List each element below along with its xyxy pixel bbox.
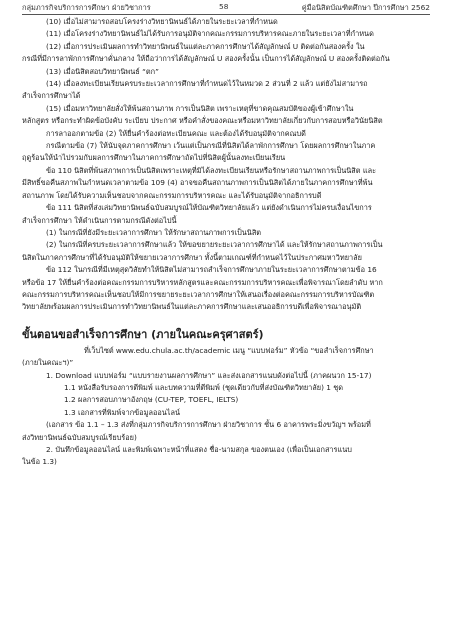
- paragraph-line: สถานภาพ โดยได้รับความเห็นชอบจากคณะกรรมการบริหารคณะ และได้รับอนุมัติจากอธิการบดี: [22, 190, 322, 200]
- step-line: 2. บันทึกข้อมูลออนไลน์ และพิมพ์เฉพาะหน้าที่แสดง ชื่อ-นามสกุล ของตนเอง (เพื่อเป็นเอกสารแนบ: [46, 445, 352, 454]
- paragraph-line: (15) เมื่อมหาวิทยาลัยสั่งให้พ้นสถานภาพ การเป็นนิสิต เพราะเหตุที่ขาดคุณสมบัติของผู้เข้าศึกษาใน: [46, 103, 354, 113]
- paragraph-line: (14) เมื่อลงทะเบียนเรียนครบระยะเวลาการศึกษาที่กำหนดไว้ในหมวด 2 ส่วนที่ 2 แล้ว แต่ยังไม่สามารถ: [46, 79, 368, 89]
- step-line: 1. Download แบบฟอร์ม “แบบรายงานผลการศึกษา” และส่งเอกสารแนบดังต่อไปนี้ (ภาคผนวก 15-17): [46, 370, 372, 380]
- paragraph-line: นิสิตในภาคการศึกษาที่ได้รับอนุมัติให้ขยายเวลาการศึกษา ทั้งนี้ตามเกณฑ์ที่กำหนดไว้ในประกาศมหาวิทยาลัย: [22, 252, 362, 262]
- paragraph-line: (12) เมื่อการประเมินผลการทำวิทยานิพนธ์ในแต่ละภาคการศึกษาได้สัญลักษณ์ U ติดต่อกันสองครั้ง ใน: [46, 41, 365, 51]
- section-heading: ขั้นตอนขอสำเร็จการศึกษา (ภายในคณะครุศาสตร์): [22, 327, 264, 341]
- paragraph-line: กรณีตามข้อ (7) ให้นับจุดภาคการศึกษา เว้นแต่เป็นกรณีที่นิสิตได้ลาพักการศึกษา โดยผลการศึกษาในภาค: [46, 141, 376, 151]
- step-line: 1.3 เอกสารที่พิมพ์จากข้อมูลออนไลน์: [64, 407, 180, 417]
- step-line: (ภายในคณะฯ)”: [22, 358, 74, 368]
- step-line: ในข้อ 1.3): [22, 457, 57, 467]
- paragraph-line: สำเร็จการศึกษาได้: [22, 91, 81, 101]
- paragraph-line: (2) ในกรณีที่ครบระยะเวลาการศึกษาแล้ว ให้ขอขยายระยะเวลาการศึกษาได้ และให้รักษาสถานภาพการเป็น: [46, 240, 383, 250]
- paragraph-line: หรือข้อ 17 ให้ยื่นคำร้องต่อคณะกรรมการบริหารหลักสูตรและคณะกรรมการบริหารคณะเพื่อพิจารณาโดยลำดับ หาก: [22, 277, 383, 287]
- procedure-steps: [22, 345, 430, 469]
- step-line: 1.2 ผลการสอบภาษาอังกฤษ (CU-TEP, TOEFL, IELTS): [64, 395, 239, 405]
- paragraph-line: สำเร็จการศึกษา ให้ดำเนินการตามกรณีดังต่อไปนี้: [22, 215, 177, 225]
- document-body: [22, 16, 430, 469]
- page-number: 58: [219, 2, 229, 11]
- paragraph-line: กรณีที่มีการลาพักการศึกษาคั่นกลาง ให้ถือว่าการได้สัญลักษณ์ U สองครั้งนั้น เป็นการได้สัญลักษณ์ U สองครั้งติดต่อกัน: [22, 54, 390, 64]
- paragraph-line: ข้อ 110 นิสิตที่พ้นสภาพการเป็นนิสิตเพราะเหตุที่มิได้ลงทะเบียนเรียนหรือรักษาสถานภาพการเป็นนิสิต และ: [46, 165, 377, 175]
- paragraph-line: มีสิทธิ์ขอคืนสภาพในกำหนดเวลาตามข้อ 109 (4) อาจขอคืนสถานภาพการเป็นนิสิตได้ภายในภาคการศึกษาที่พ้น: [22, 178, 373, 188]
- paragraph-line: คณะกรรมการบริหารคณะเห็นชอบให้มีการขยายระยะเวลาการศึกษาให้เสนอเรื่องต่อคณะกรรมการบริหารบัณฑิต: [22, 289, 375, 299]
- paragraph-line: ข้อ 112 ในกรณีที่มีเหตุสุดวิสัยทำให้นิสิตไม่สามารถสำเร็จการศึกษาภายในระยะเวลาการศึกษาตามข้อ 16: [46, 265, 377, 275]
- header-rule: [22, 14, 430, 15]
- step-line: (เอกสาร ข้อ 1.1 – 1.3 ส่งที่กลุ่มภารกิจบริการการศึกษา ฝ่ายวิชาการ ชั้น 6 อาคารพระมิ่งขวัญฯ พร้อมที่: [46, 420, 371, 430]
- paragraph-line: หลักสูตร หรือกระทำผิดข้อบังคับ ระเบียบ ประกาศ หรือคำสั่งของคณะหรือมหาวิทยาลัยเกี่ยวกับการสอบหรือวินัยนิสิต: [22, 116, 383, 126]
- regulation-list: [22, 16, 430, 314]
- paragraph-line: (1) ในกรณีที่ยังมีระยะเวลาการศึกษา ให้รักษาสถานภาพการเป็นนิสิต: [46, 227, 262, 237]
- step-line: ที่เว็บไซต์ www.edu.chula.ac.th/academic เมนู “แบบฟอร์ม” หัวข้อ “ขอสำเร็จการศึกษา: [84, 345, 374, 355]
- paragraph-line: การลาออกตามข้อ (2) ให้ยื่นคำร้องต่อทะเบียนคณะ และต้องได้รับอนุมัติจากคณบดี: [46, 128, 306, 138]
- paragraph-line: (11) เมื่อโครงร่างวิทยานิพนธ์ไม่ได้รับการอนุมัติจากคณะกรรมการบริหารคณะภายในระยะเวลาที่กำหนด: [46, 29, 374, 39]
- paragraph-line: (10) เมื่อไม่สามารถสอบโครงร่างวิทยานิพนธ์ได้ภายในระยะเวลาที่กำหนด: [46, 17, 278, 26]
- step-line: ส่งวิทยานิพนธ์ฉบับสมบูรณ์เรียบร้อย): [22, 432, 137, 442]
- header-handbook-title: คู่มือนิสิตบัณฑิตศึกษา ปีการศึกษา 2562: [301, 3, 430, 12]
- paragraph-line: วิทยาลัยพร้อมผลการประเมินการทำวิทยานิพนธ์ในแต่ละภาคการศึกษาและเสนออธิการบดีเพื่อพิจารณาอนุมัติ: [22, 302, 362, 312]
- step-line: 1.1 หนังสือรับรองการตีพิมพ์ และบทความที่ตีพิมพ์ (ชุดเดียวกับที่ส่งบัณฑิตวิทยาลัย) 1 ชุด: [64, 382, 344, 392]
- header-department: กลุ่มภารกิจบริการการศึกษา ฝ่ายวิชาการ: [22, 3, 151, 12]
- paragraph-line: ข้อ 111 นิสิตที่ส่งเล่มวิทยานิพนธ์ฉบับสมบูรณ์ให้บัณฑิตวิทยาลัยแล้ว แต่ยังดำเนินการไม่ครบเงื่อนไขการ: [46, 203, 372, 213]
- paragraph-line: (13) เมื่อนิสิตสอบวิทยานิพนธ์ “ตก”: [46, 66, 159, 76]
- paragraph-line: ฤดูร้อนให้นำไปรวมกับผลการศึกษาในภาคการศึกษาถัดไปที่นิสิตผู้นั้นลงทะเบียนเรียน: [22, 153, 286, 163]
